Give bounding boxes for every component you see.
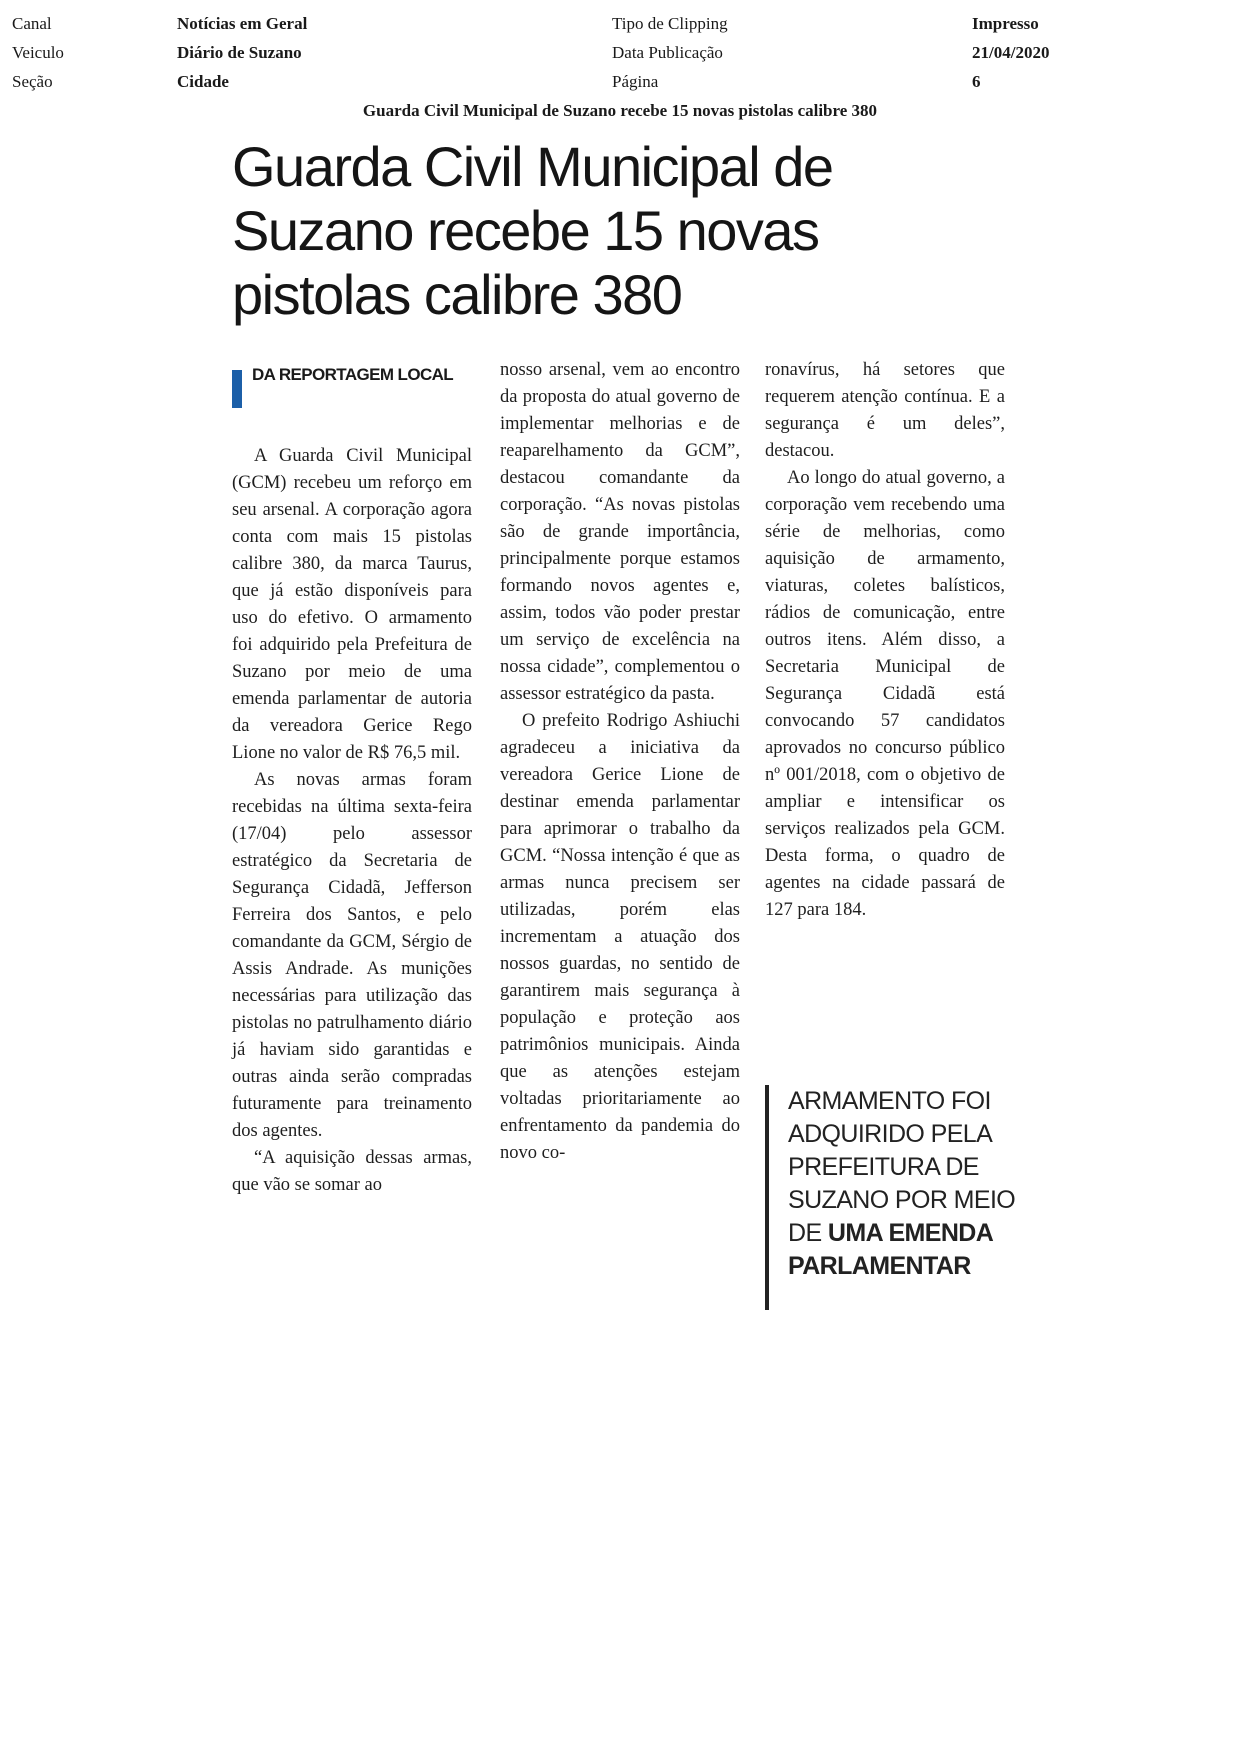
article-headline: Guarda Civil Municipal de Suzano recebe 15 novas pistolas calibre 380 <box>232 135 833 326</box>
secao-label: Seção <box>12 72 53 91</box>
veiculo-label: Veiculo <box>12 43 64 62</box>
clipping-title: Guarda Civil Municipal de Suzano recebe 15 novas pistolas calibre 380 <box>362 101 878 120</box>
column-1-paragraph-2: As novas armas foram recebidas na última sexta-feira (17/04) pelo assessor estratégico da Secretaria de Segurança Cidadã, Jefferson Ferreira dos Santos, e pelo comandante da GCM, Sérgio de Assis Andrade. As munições necessárias para utilização das pistolas no patrulhamento diário já haviam sido garantidas e outras ainda serão compradas futuramente para treinamento dos agentes. <box>232 770 472 1141</box>
byline-accent-bar <box>232 370 242 408</box>
column-1-paragraph-1: A Guarda Civil Municipal (GCM) recebeu um reforço em seu arsenal. A corporação agora conta com mais 15 pistolas calibre 380, da marca Taurus, que já estão disponíveis para uso do efetivo. O armamento foi adquirido pela Prefeitura de Suzano por meio de uma emenda parlamentar de autoria da vereadora Gerice Rego Lione no valor de R$ 76,5 mil. <box>232 446 472 763</box>
pagina-label: Página <box>612 72 659 91</box>
veiculo-value: Diário de Suzano <box>177 43 302 62</box>
canal-value: Notícias em Geral <box>177 14 308 33</box>
tipo-clipping-label: Tipo de Clipping <box>612 14 728 33</box>
column-3-paragraph-1: ronavírus, há setores que requerem atenção contínua. E a segurança é um deles”, destacou. <box>765 360 1005 461</box>
secao-value: Cidade <box>177 72 229 91</box>
pull-quote-bar <box>765 1085 769 1310</box>
column-2-paragraph-2: O prefeito Rodrigo Ashiuchi agradeceu a iniciativa da vereadora Gerice Lione de destinar emenda parlamentar para aprimorar o trabalho da GCM. “Nossa intenção é que as armas nunca precisem ser utilizadas, porém elas incrementam a atuação dos nossos guardas, no sentido de garantirem mais segurança à população e proteção aos patrimônios municipais. Ainda que as atenções estejam voltadas prioritariamente ao enfrentamento da pandemia do novo co- <box>500 711 740 1163</box>
article-byline: DA REPORTAGEM LOCAL <box>252 365 454 384</box>
article-column-3 <box>765 357 1005 924</box>
column-1-paragraph-3: “A aquisição dessas armas, que vão se somar ao <box>232 1148 472 1195</box>
tipo-clipping-value: Impresso <box>972 14 1039 33</box>
pull-quote-emphasis: UMA EMENDA PARLAMENTAR <box>788 1219 993 1280</box>
article-column-1 <box>232 443 472 1199</box>
column-3-paragraph-2: Ao longo do atual governo, a corporação vem recebendo uma série de melhorias, como aquisição de armamento, viaturas, coletes balísticos, rádios de comunicação, entre outros itens. Além disso, a Secretaria Municipal de Segurança Cidadã está convocando 57 candidatos aprovados no concurso público nº 001/2018, com o objetivo de ampliar e intensificar os serviços realizados pela GCM. Desta forma, o quadro de agentes na cidade passará de 127 para 184. <box>765 468 1005 920</box>
data-publicacao-label: Data Publicação <box>612 43 723 62</box>
article-column-2 <box>500 357 740 1167</box>
pagina-value: 6 <box>972 72 981 91</box>
pull-quote-text: ARMAMENTO FOI ADQUIRIDO PELA PREFEITURA DE SUZANO POR MEIO DE <box>788 1087 1016 1247</box>
column-2-paragraph-1: nosso arsenal, vem ao encontro da proposta do atual governo de implementar melhorias e de reaparelhamento da GCM”, destacou comandante da corporação. “As novas pistolas são de grande importância, principalmente porque estamos formando novos agentes e, assim, todos vão poder prestar um serviço de excelência na nossa cidade”, complementou o assessor estratégico da pasta. <box>500 360 740 704</box>
pull-quote <box>788 1085 1028 1283</box>
canal-label: Canal <box>12 14 52 33</box>
newspaper-clipping <box>220 135 1020 1325</box>
data-publicacao-value: 21/04/2020 <box>972 43 1050 62</box>
